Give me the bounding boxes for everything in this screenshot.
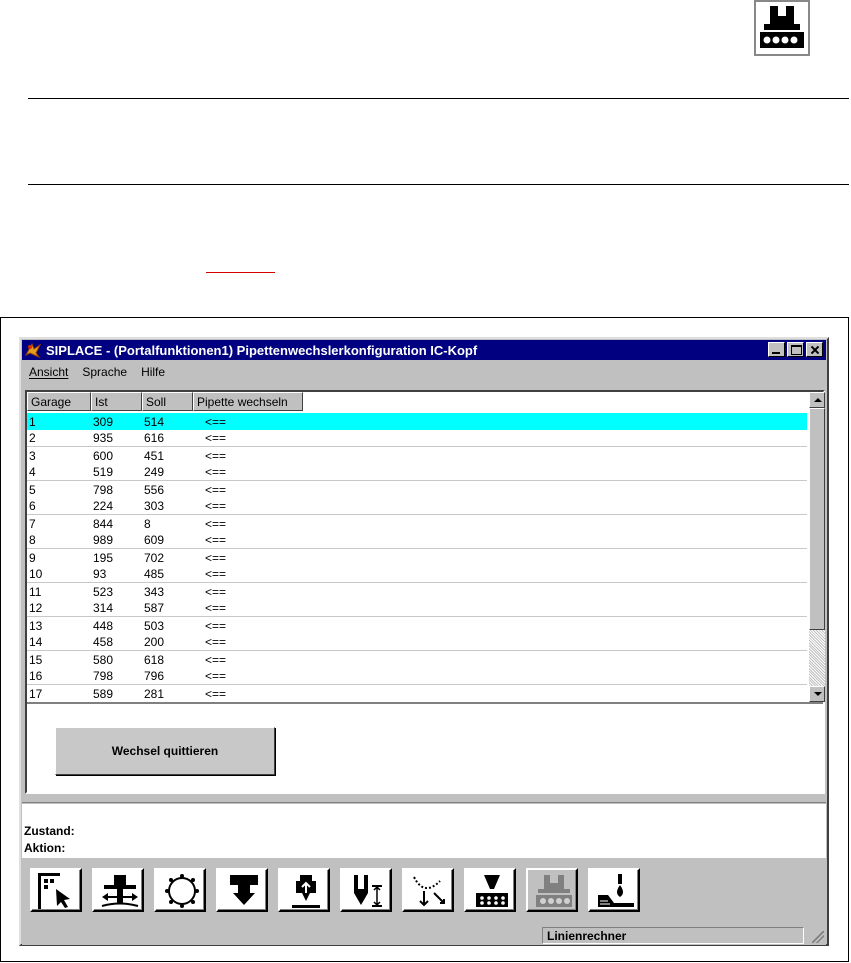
cell-garage: 8 [29,533,36,547]
cell-soll: 343 [144,584,165,599]
cell-soll: 618 [144,652,165,667]
revolver-head-icon [162,873,202,909]
garage-page-icon [754,0,810,56]
aktion-label: Aktion: [24,841,66,855]
panel-divider [27,702,823,704]
cell-soll: 587 [144,601,165,615]
minimize-button[interactable] [768,342,785,357]
cell-soll: 200 [144,635,165,649]
table-row[interactable] [27,464,807,481]
table-row[interactable] [27,651,807,668]
dispense-icon [596,873,636,909]
garage-icon [534,873,574,909]
table-row[interactable] [27,583,807,600]
cell-garage: 4 [29,465,36,479]
table-row[interactable] [27,668,807,685]
zustand-label: Zustand: [24,824,75,838]
maximize-button[interactable] [787,342,804,357]
menu-ansicht[interactable]: Ansicht [29,365,69,379]
cell-garage: 5 [29,482,36,497]
pipette-down-icon [224,873,264,909]
menu-bar [22,362,172,382]
cell-pipette-wechseln[interactable]: <== [205,584,227,599]
rotate-pick-icon [410,873,450,909]
cell-soll: 281 [144,686,165,701]
vertical-scrollbar[interactable] [809,392,825,702]
cell-ist: 798 [93,482,114,497]
cell-pipette-wechseln[interactable]: <== [205,465,227,479]
table-rows [27,413,807,702]
cell-soll: 609 [144,533,165,547]
acknowledge-change-button[interactable]: Wechsel quittieren [55,727,275,775]
statusbar-linienrechner: Linienrechner [542,927,804,944]
nozzle-changer-button[interactable] [464,868,516,912]
cell-garage: 1 [29,414,36,429]
status-area [22,804,826,858]
app-window [19,337,829,946]
divider-line [28,184,849,185]
table-row[interactable] [27,498,807,515]
rotate-pick-button[interactable] [402,868,454,912]
cell-garage: 2 [29,431,36,445]
close-button[interactable] [806,342,823,357]
cell-garage: 13 [29,618,43,633]
table-row[interactable] [27,549,807,566]
cell-ist: 314 [93,601,114,615]
cell-garage: 17 [29,686,43,701]
cell-garage: 12 [29,601,43,615]
header-soll[interactable]: Soll [142,392,193,411]
table-row[interactable] [27,566,807,583]
cell-soll: 796 [144,669,165,683]
cell-pipette-wechseln[interactable]: <== [205,567,227,581]
siplace-app-icon[interactable] [24,341,42,359]
table-row[interactable] [27,481,807,498]
pipette-measure-button[interactable] [340,868,392,912]
cell-garage: 14 [29,635,43,649]
garage-button[interactable] [526,868,578,912]
select-arrow-icon [38,873,76,909]
cell-garage: 6 [29,499,36,513]
cell-pipette-wechseln[interactable]: <== [205,414,227,429]
table-row[interactable] [27,447,807,464]
arrow-up-icon [814,398,822,402]
cell-ist: 989 [93,533,114,547]
scroll-down-button[interactable] [809,686,825,702]
cell-garage: 3 [29,448,36,463]
header-ist[interactable]: Ist [91,392,142,411]
cell-pipette-wechseln[interactable]: <== [205,482,227,497]
pipette-measure-icon [348,873,388,909]
resize-grip-icon[interactable] [812,931,824,943]
cell-garage: 11 [29,584,42,599]
dispense-button[interactable] [588,868,640,912]
cell-pipette-wechseln[interactable]: <== [205,499,227,513]
cell-ist: 935 [93,431,114,445]
cell-ist: 224 [93,499,114,513]
title-bar[interactable] [22,340,826,360]
nozzle-changer-icon [472,873,512,909]
table-row[interactable] [27,634,807,651]
cell-garage: 16 [29,669,43,683]
scroll-up-button[interactable] [809,392,825,408]
cell-soll: 249 [144,465,165,479]
cell-pipette-wechseln[interactable]: <== [205,669,227,683]
status-bar [22,925,826,945]
splitter[interactable] [22,797,826,803]
cell-soll: 303 [144,499,165,513]
cell-pipette-wechseln[interactable]: <== [205,601,227,615]
cell-ist: 458 [93,635,114,649]
cell-soll: 616 [144,431,165,445]
select-tool-button[interactable] [30,868,82,912]
table-row[interactable] [27,430,807,447]
cell-pipette-wechseln[interactable]: <== [205,431,227,445]
cell-ist: 798 [93,669,114,683]
cell-ist: 448 [93,618,114,633]
garage-list-panel [25,390,825,794]
cell-pipette-wechseln[interactable]: <== [205,652,227,667]
menu-hilfe[interactable]: Hilfe [141,365,166,379]
header-garage[interactable]: Garage [27,392,91,411]
table-row[interactable] [27,600,807,617]
cell-soll: 503 [144,618,165,633]
cell-soll: 485 [144,567,165,581]
arrow-down-icon [814,692,822,696]
cell-garage: 10 [29,567,43,581]
cell-pipette-wechseln[interactable]: <== [205,533,227,547]
cell-soll: 514 [144,414,165,429]
table-row[interactable] [27,413,807,430]
table-header [27,392,303,411]
cell-pipette-wechseln[interactable]: <== [205,516,227,531]
cell-soll: 451 [144,448,165,463]
cell-ist: 589 [93,686,114,701]
cell-pipette-wechseln[interactable]: <== [205,635,227,649]
cell-garage: 7 [29,516,36,531]
table-row[interactable] [27,617,807,634]
cell-soll: 702 [144,550,165,565]
pipette-check-icon [286,873,326,909]
window-title: SIPLACE - (Portalfunktionen1) Pipettenwechslerkonfiguration IC-Kopf [46,342,478,358]
header-pipette-wechseln[interactable]: Pipette wechseln [193,392,303,411]
cell-soll: 8 [144,516,151,531]
cell-ist: 93 [93,567,107,581]
table-row[interactable] [27,515,807,532]
cell-pipette-wechseln[interactable]: <== [205,550,227,565]
cell-soll: 556 [144,482,165,497]
pipette-down-button[interactable] [216,868,268,912]
menu-sprache[interactable]: Sprache [82,365,128,379]
cell-pipette-wechseln[interactable]: <== [205,618,227,633]
divider-line [28,98,849,99]
cell-ist: 309 [93,414,114,429]
function-toolbar [22,859,826,921]
table-row[interactable] [27,532,807,549]
scroll-thumb[interactable] [809,408,825,630]
cell-ist: 580 [93,652,114,667]
cell-ist: 195 [93,550,114,565]
table-row[interactable] [27,685,807,702]
cell-garage: 15 [29,652,43,667]
cell-pipette-wechseln[interactable]: <== [205,448,227,463]
cell-ist: 600 [93,448,114,463]
cell-ist: 523 [93,584,114,599]
portal-move-icon [100,873,140,909]
link-underline[interactable] [206,272,275,273]
cell-pipette-wechseln[interactable]: <== [205,686,227,701]
garage-table [27,392,807,702]
cell-ist: 844 [93,516,114,531]
portal-move-button[interactable] [92,868,144,912]
revolver-head-button[interactable] [154,868,206,912]
cell-ist: 519 [93,465,114,479]
pipette-check-button[interactable] [278,868,330,912]
cell-garage: 9 [29,550,36,565]
scroll-track[interactable] [809,630,825,686]
